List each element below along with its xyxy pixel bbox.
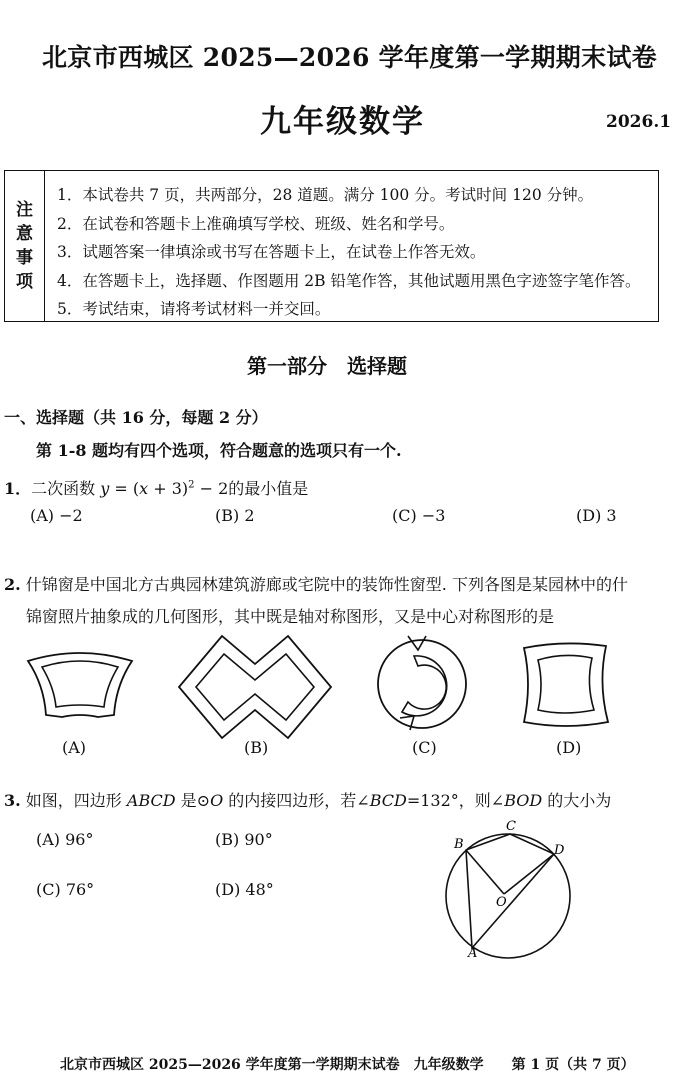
notice-item: 1．本试卷共 7 页，共两部分，28 道题。满分 100 分。考试时间 120 分钟。 (57, 186, 594, 204)
notice-label-char: 意 (16, 224, 33, 244)
question-text: 的大小为 (542, 791, 612, 810)
question-text: 如图，四边形 (25, 791, 127, 810)
q1-option-a: (A) −2 (30, 506, 83, 525)
q3-option-b: (B) 90° (215, 830, 273, 849)
question-text: 二次函数 (31, 479, 101, 498)
point-label-c: C (506, 819, 516, 834)
q1-option-d: (D) 3 (576, 506, 617, 525)
notice-label-char: 事 (16, 248, 33, 268)
point-label-o: O (496, 895, 507, 910)
question-text: 的内接四边形，若∠ (223, 791, 370, 810)
formula-var: y (100, 479, 110, 498)
q3-option-d: (D) 48° (215, 880, 274, 899)
question-2 (4, 572, 628, 595)
notice-list (57, 181, 640, 324)
question-text: 的最小值是 (228, 479, 309, 498)
question-number: 2. (4, 575, 21, 594)
question-number: 1． (4, 479, 32, 498)
part-heading: 一、选择题（共 16 分，每题 2 分） (4, 408, 268, 427)
circle-figure (438, 812, 578, 962)
notice-label (5, 171, 45, 321)
q2-label-d: (D) (556, 738, 582, 757)
quadrilateral-abcd (466, 834, 554, 948)
question-text: 什锦窗是中国北方古典园林建筑游廊或宅院中的装饰性窗型. 下列各图是某园林中的什 (25, 575, 628, 594)
notice-label-char: 注 (16, 200, 33, 220)
q1-option-c: (C) −3 (392, 506, 446, 525)
question-2-line2: 锦窗照片抽象成的几何图形，其中既是轴对称图形，又是中心对称图形的是 (26, 607, 555, 626)
subject-title: 九年级数学 (260, 104, 425, 140)
q2-label-a: (A) (62, 738, 87, 757)
notice-box (4, 170, 659, 322)
window-shape-c (374, 632, 470, 732)
notice-item: 4．在答题卡上，选择题、作图题用 2B 铅笔作答，其他试题用黑色字迹签字笔作答。 (57, 271, 641, 290)
question-number: 3. (4, 791, 21, 810)
notice-item: 5．考试结束，请将考试材料一并交回。 (57, 300, 331, 318)
notice-label-char: 项 (16, 272, 33, 292)
notice-item: 2．在试卷和答题卡上准确填写学校、班级、姓名和学号。 (57, 214, 455, 233)
window-shape-d (516, 638, 614, 730)
exam-date: 2026.1 (606, 112, 672, 132)
point-label-a: A (468, 946, 478, 961)
q2-label-c: (C) (412, 738, 437, 757)
segment-od (504, 854, 554, 894)
page-footer: 北京市西城区 2025—2026 学年度第一学期期末试卷 九年级数学 第 1 页（共 7 页） (60, 1057, 635, 1073)
formula-part: + 3) (148, 479, 189, 498)
q2-label-b: (B) (244, 738, 269, 757)
section-title: 第一部分 选择题 (247, 354, 407, 378)
q3-option-c: (C) 76° (36, 880, 95, 899)
exam-title: 北京市西城区 2025—2026 学年度第一学期期末试卷 (42, 43, 657, 72)
formula-var: x (139, 479, 149, 498)
formula-part: − 2 (194, 479, 229, 498)
math-var: ABCD (126, 791, 176, 810)
formula-part: = ( (109, 479, 140, 498)
window-shape-a (20, 645, 140, 730)
math-var: BCD (369, 791, 407, 810)
segment-bo (466, 850, 504, 894)
window-shape-b (176, 632, 334, 742)
point-label-b: B (454, 837, 464, 852)
formula-exponent: 2 (188, 479, 195, 491)
part-note: 第 1-8 题均有四个选项，符合题意的选项只有一个. (36, 441, 402, 460)
question-text: =132°，则∠ (406, 791, 505, 810)
question-text: 是⊙ (175, 791, 211, 810)
point-label-d: D (554, 843, 565, 858)
question-3 (4, 788, 611, 811)
math-var: BOD (504, 791, 543, 810)
notice-item: 3．试题答案一律填涂或书写在答题卡上，在试卷上作答无效。 (57, 243, 486, 261)
q1-option-b: (B) 2 (215, 506, 255, 525)
math-var: O (210, 791, 224, 810)
question-1 (4, 476, 308, 499)
q3-option-a: (A) 96° (36, 830, 94, 849)
